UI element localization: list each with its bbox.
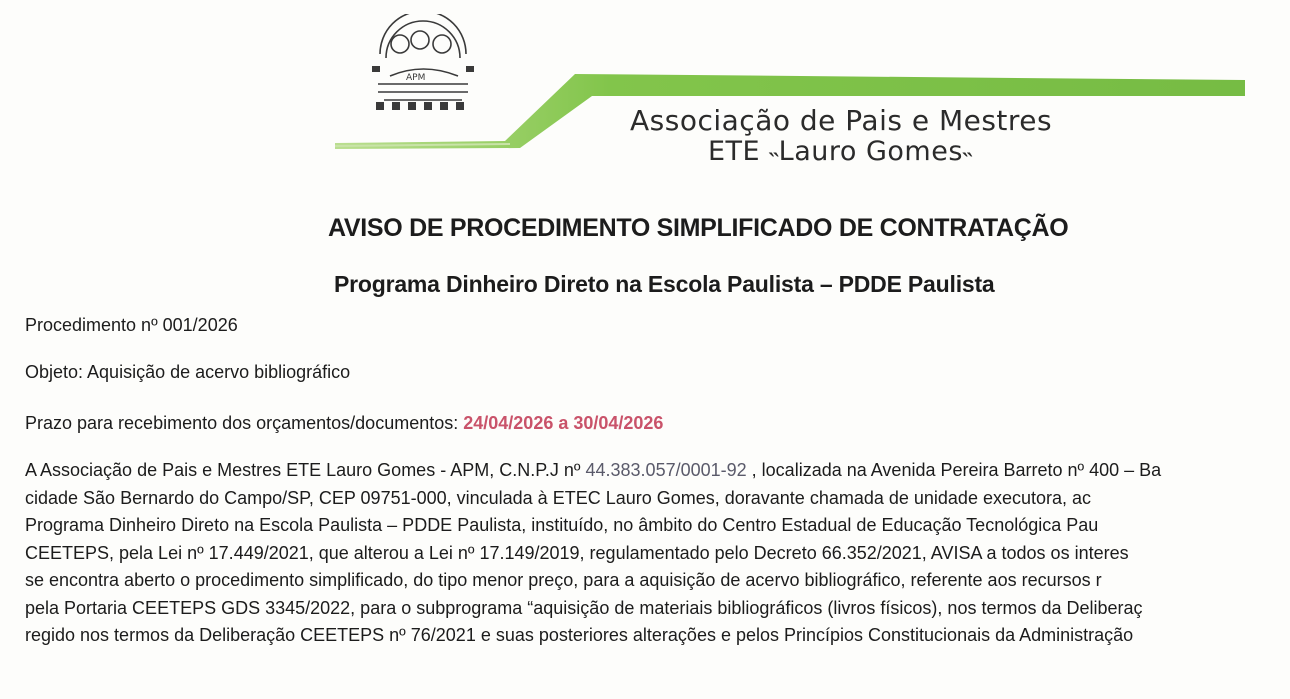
body-line-5: se encontra aberto o procedimento simplificado, do tipo menor preço, para a aquisição de acervo bibliográfico, referente aos recursos r	[25, 570, 1102, 590]
document-subtitle: Programa Dinheiro Direto na Escola Paulista – PDDE Paulista	[334, 271, 995, 297]
logo-text: APM	[406, 73, 426, 83]
body-line-3: Programa Dinheiro Direto na Escola Paulista – PDDE Paulista, instituído, no âmbito do Centro Estadual de Educação Tecnológica Pau	[25, 515, 1099, 535]
body-line-7: regido nos termos da Deliberação CEETEPS nº 76/2021 e suas posteriores alterações e pelos Princípios Constitucionais da Administração	[25, 625, 1134, 645]
body-line-1b: , localizada na Avenida Pereira Barreto nº 400 – Ba	[751, 460, 1162, 480]
prazo-label: Prazo para recebimento dos orçamentos/documentos:	[25, 413, 459, 433]
cnpj-value: 44.383.057/0001-92	[585, 460, 747, 480]
apm-gear-logo-icon	[362, 14, 484, 114]
body-paragraph	[25, 457, 1290, 650]
prazo-value: 24/04/2026 a 30/04/2026	[463, 413, 664, 433]
prazo-line	[25, 411, 663, 435]
body-line-2: cidade São Bernardo do Campo/SP, CEP 09751-000, vinculada à ETEC Lauro Gomes, doravante chamada de unidade executora, ac	[25, 487, 1092, 508]
body-line-6: pela Portaria CEETEPS GDS 3345/2022, para o subprograma “aquisição de materiais bibliográficos (livros físicos), nos termos da Deliberaç	[25, 597, 1143, 618]
objeto-line: Objeto: Aquisição de acervo bibliográfico	[25, 362, 351, 382]
org-subtitle: ETE ˵Lauro Gomes˵	[708, 136, 973, 167]
document-title: AVISO DE PROCEDIMENTO SIMPLIFICADO DE CONTRATAÇÃO	[328, 214, 1069, 242]
body-line-4: CEETEPS, pela Lei nº 17.449/2021, que alterou a Lei nº 17.149/2019, regulamentado pelo Decreto 66.352/2021, AVISA a todos os interes	[25, 542, 1129, 563]
body-line-1a: A Associação de Pais e Mestres ETE Lauro Gomes - APM, C.N.P.J nº	[25, 460, 581, 480]
procedimento-line: Procedimento nº 001/2026	[25, 315, 238, 335]
org-name: Associação de Pais e Mestres	[630, 104, 1053, 137]
body-line	[25, 457, 1290, 485]
